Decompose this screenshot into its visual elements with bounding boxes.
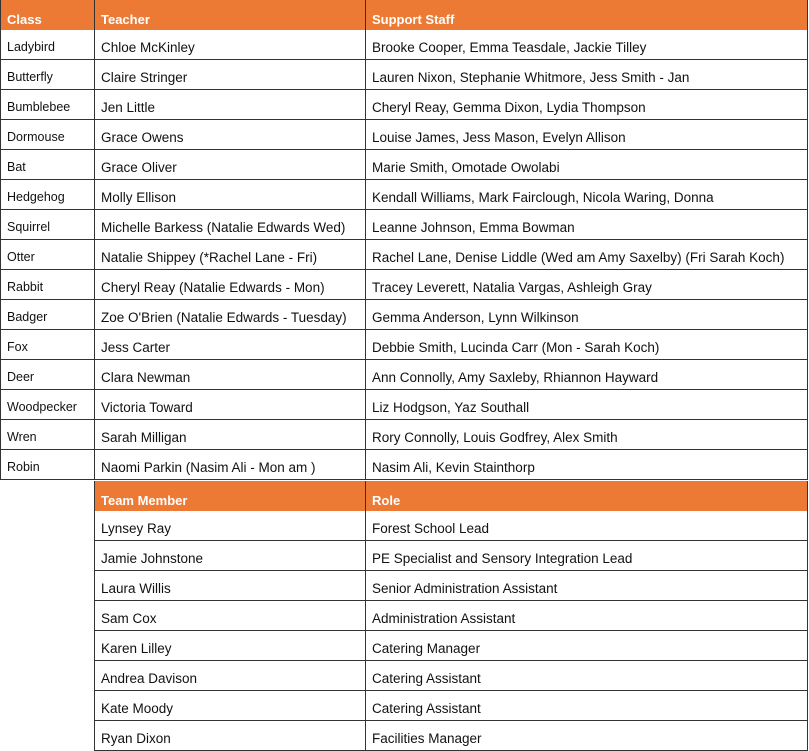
class-name-cell: Otter — [0, 240, 94, 270]
class-row — [0, 210, 809, 240]
team-row — [0, 571, 809, 601]
role-cell: Administration Assistant — [365, 601, 808, 631]
class-row — [0, 240, 809, 270]
team-row — [0, 631, 809, 661]
team-member-cell: Kate Moody — [94, 691, 365, 721]
teacher-cell: Michelle Barkess (Natalie Edwards Wed) — [94, 210, 365, 240]
class-row — [0, 150, 809, 180]
role-cell: Forest School Lead — [365, 511, 808, 541]
support-staff-cell: Lauren Nixon, Stephanie Whitmore, Jess Smith - Jan — [365, 60, 808, 90]
class-name-cell: Badger — [0, 300, 94, 330]
teacher-cell: Cheryl Reay (Natalie Edwards - Mon) — [94, 270, 365, 300]
team-row — [0, 511, 809, 541]
class-name-cell: Robin — [0, 450, 94, 480]
teacher-cell: Zoe O'Brien (Natalie Edwards - Tuesday) — [94, 300, 365, 330]
class-name-cell: Rabbit — [0, 270, 94, 300]
team-member-cell: Karen Lilley — [94, 631, 365, 661]
header-role: Role — [365, 481, 808, 511]
support-staff-cell: Leanne Johnson, Emma Bowman — [365, 210, 808, 240]
class-row — [0, 30, 809, 60]
class-row — [0, 270, 809, 300]
role-cell: Facilities Manager — [365, 721, 808, 751]
class-name-cell: Squirrel — [0, 210, 94, 240]
team-row — [0, 721, 809, 751]
class-row — [0, 360, 809, 390]
teacher-cell: Grace Oliver — [94, 150, 365, 180]
class-row — [0, 180, 809, 210]
support-staff-cell: Marie Smith, Omotade Owolabi — [365, 150, 808, 180]
support-staff-cell: Nasim Ali, Kevin Stainthorp — [365, 450, 808, 480]
team-table-header — [0, 481, 809, 511]
class-row — [0, 420, 809, 450]
team-member-cell: Lynsey Ray — [94, 511, 365, 541]
team-member-cell: Ryan Dixon — [94, 721, 365, 751]
header-support-staff: Support Staff — [365, 0, 808, 30]
class-row — [0, 390, 809, 420]
support-staff-cell: Tracey Leverett, Natalia Vargas, Ashleigh Gray — [365, 270, 808, 300]
team-member-cell: Jamie Johnstone — [94, 541, 365, 571]
header-teacher: Teacher — [94, 0, 365, 30]
teacher-cell: Clara Newman — [94, 360, 365, 390]
teacher-cell: Natalie Shippey (*Rachel Lane - Fri) — [94, 240, 365, 270]
class-row — [0, 120, 809, 150]
support-staff-cell: Liz Hodgson, Yaz Southall — [365, 390, 808, 420]
class-name-cell: Deer — [0, 360, 94, 390]
teacher-cell: Jen Little — [94, 90, 365, 120]
class-name-cell: Dormouse — [0, 120, 94, 150]
class-row — [0, 450, 809, 480]
teacher-cell: Sarah Milligan — [94, 420, 365, 450]
role-cell: Catering Assistant — [365, 661, 808, 691]
support-staff-cell: Gemma Anderson, Lynn Wilkinson — [365, 300, 808, 330]
class-row — [0, 60, 809, 90]
class-name-cell: Ladybird — [0, 30, 94, 60]
support-staff-cell: Louise James, Jess Mason, Evelyn Allison — [365, 120, 808, 150]
header-team-member: Team Member — [94, 481, 365, 511]
team-member-cell: Andrea Davison — [94, 661, 365, 691]
class-row — [0, 330, 809, 360]
team-row — [0, 601, 809, 631]
team-member-cell: Sam Cox — [94, 601, 365, 631]
support-staff-cell: Cheryl Reay, Gemma Dixon, Lydia Thompson — [365, 90, 808, 120]
class-name-cell: Woodpecker — [0, 390, 94, 420]
team-member-cell: Laura Willis — [94, 571, 365, 601]
teacher-cell: Jess Carter — [94, 330, 365, 360]
team-row — [0, 661, 809, 691]
team-row — [0, 541, 809, 571]
support-staff-cell: Kendall Williams, Mark Fairclough, Nicola Waring, Donna — [365, 180, 808, 210]
support-staff-cell: Debbie Smith, Lucinda Carr (Mon - Sarah Koch) — [365, 330, 808, 360]
support-staff-cell: Brooke Cooper, Emma Teasdale, Jackie Tilley — [365, 30, 808, 60]
class-table-header — [0, 0, 809, 30]
class-name-cell: Wren — [0, 420, 94, 450]
teacher-cell: Chloe McKinley — [94, 30, 365, 60]
class-name-cell: Hedgehog — [0, 180, 94, 210]
teacher-cell: Grace Owens — [94, 120, 365, 150]
support-staff-cell: Ann Connolly, Amy Saxleby, Rhiannon Hayward — [365, 360, 808, 390]
role-cell: Catering Manager — [365, 631, 808, 661]
class-row — [0, 90, 809, 120]
role-cell: Catering Assistant — [365, 691, 808, 721]
teacher-cell: Molly Ellison — [94, 180, 365, 210]
class-name-cell: Bumblebee — [0, 90, 94, 120]
header-class: Class — [0, 0, 94, 30]
role-cell: Senior Administration Assistant — [365, 571, 808, 601]
class-name-cell: Bat — [0, 150, 94, 180]
teacher-cell: Victoria Toward — [94, 390, 365, 420]
teacher-cell: Claire Stringer — [94, 60, 365, 90]
support-staff-cell: Rory Connolly, Louis Godfrey, Alex Smith — [365, 420, 808, 450]
support-staff-cell: Rachel Lane, Denise Liddle (Wed am Amy Saxelby) (Fri Sarah Koch) — [365, 240, 808, 270]
class-row — [0, 300, 809, 330]
teacher-cell: Naomi Parkin (Nasim Ali - Mon am ) — [94, 450, 365, 480]
class-name-cell: Fox — [0, 330, 94, 360]
role-cell: PE Specialist and Sensory Integration Lead — [365, 541, 808, 571]
class-name-cell: Butterfly — [0, 60, 94, 90]
team-row — [0, 691, 809, 721]
